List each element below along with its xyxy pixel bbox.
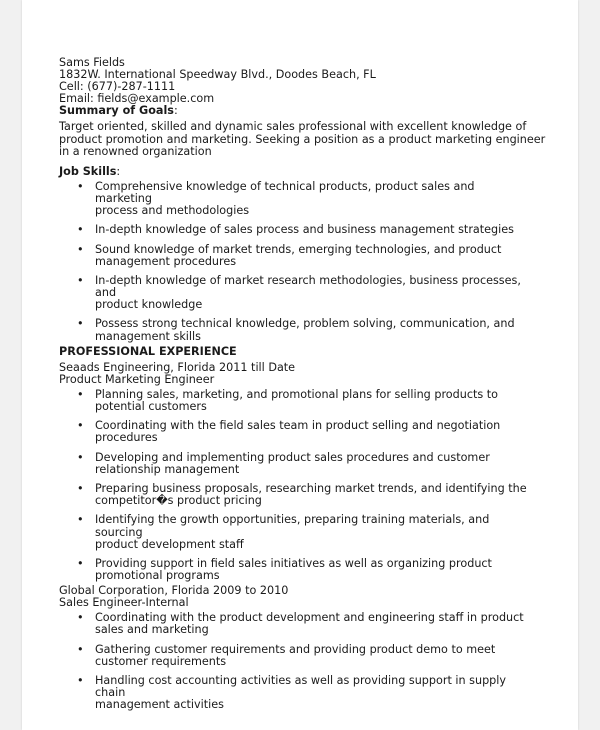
list-item bbox=[59, 644, 529, 668]
item-line: Planning sales, marketing, and promotional plans for selling products to bbox=[95, 387, 498, 401]
item-line: relationship management bbox=[95, 462, 240, 476]
list-item bbox=[59, 318, 529, 342]
contact-name: Sams Fields bbox=[59, 56, 125, 69]
bullet-icon: • bbox=[77, 674, 84, 687]
item-line: management skills bbox=[95, 329, 201, 343]
summary-line: Target oriented, skilled and dynamic sales professional with excellent knowledge of bbox=[59, 120, 527, 134]
job1-duties-list bbox=[59, 389, 529, 582]
bullet-icon: • bbox=[77, 513, 84, 527]
list-item bbox=[59, 224, 529, 236]
list-item bbox=[59, 483, 529, 507]
bullet-icon: • bbox=[77, 242, 84, 256]
bullet-icon: • bbox=[77, 642, 84, 656]
contact-email: Email: fields@example.com bbox=[59, 92, 215, 106]
bullet-icon: • bbox=[77, 611, 84, 625]
item-line: Handling cost accounting activities as well as providing support in supply chain bbox=[95, 674, 506, 700]
bullet-icon: • bbox=[77, 387, 84, 401]
item-line: management activities bbox=[95, 698, 224, 712]
list-item bbox=[59, 514, 529, 550]
list-item bbox=[59, 181, 529, 217]
skills-list bbox=[59, 181, 529, 343]
item-line: Gathering customer requirements and providing product demo to meet bbox=[95, 642, 496, 656]
summary-heading-line bbox=[59, 105, 529, 117]
item-line: Sound knowledge of market trends, emerging technologies, and product bbox=[95, 242, 502, 256]
item-line: potential customers bbox=[95, 400, 207, 413]
item-line: management procedures bbox=[95, 254, 237, 268]
job-title: Sales Engineer-Internal bbox=[59, 596, 189, 610]
item-line: Developing and implementing product sales procedures and customer bbox=[95, 450, 490, 464]
list-item bbox=[59, 389, 529, 413]
job-company: Seaads Engineering, Florida 2011 till Date bbox=[59, 360, 296, 374]
item-line: process and methodologies bbox=[95, 204, 250, 218]
document-page bbox=[22, 0, 578, 730]
item-line: procedures bbox=[95, 431, 158, 445]
item-line: sales and marketing bbox=[95, 623, 209, 637]
contact-address: 1832W. International Speedway Blvd., Doodes Beach, FL bbox=[59, 68, 376, 82]
bullet-icon: • bbox=[77, 317, 84, 331]
list-item bbox=[59, 675, 529, 711]
bullet-icon: • bbox=[77, 223, 84, 237]
item-line: Possess strong technical knowledge, problem solving, communication, and bbox=[95, 317, 515, 331]
item-line: promotional programs bbox=[95, 568, 220, 582]
list-item bbox=[59, 275, 529, 311]
resume-content bbox=[59, 56, 546, 714]
summary-line: in a renowned organization bbox=[59, 144, 212, 158]
summary-heading: Summary of Goals bbox=[59, 104, 174, 118]
job-company: Global Corporation, Florida 2009 to 2010 bbox=[59, 584, 289, 598]
bullet-icon: • bbox=[77, 179, 84, 193]
list-item bbox=[59, 452, 529, 476]
summary-colon: : bbox=[173, 104, 178, 118]
bullet-icon: • bbox=[77, 450, 84, 464]
item-line: customer requirements bbox=[95, 654, 227, 668]
summary-line: product promotion and marketing. Seeking a position as a product marketing engineer bbox=[59, 132, 546, 146]
bullet-icon: • bbox=[77, 273, 84, 287]
job2-duties-list bbox=[59, 612, 529, 711]
list-item bbox=[59, 612, 529, 636]
experience-heading: PROFESSIONAL EXPERIENCE bbox=[59, 344, 237, 358]
item-line: Providing support in field sales initiatives as well as organizing product bbox=[95, 556, 492, 570]
item-line: In-depth knowledge of market research methodologies, business processes, and bbox=[95, 273, 521, 300]
item-line: product knowledge bbox=[95, 298, 203, 312]
list-item bbox=[59, 420, 529, 444]
item-line: In-depth knowledge of sales process and business management strategies bbox=[95, 223, 514, 237]
skills-heading: Job Skills bbox=[59, 164, 117, 178]
item-line: Coordinating with the field sales team in product selling and negotiation bbox=[95, 419, 501, 433]
skills-heading-line bbox=[59, 166, 529, 178]
bullet-icon: • bbox=[77, 482, 84, 496]
skills-colon: : bbox=[116, 164, 121, 178]
item-line: product development staff bbox=[95, 537, 244, 551]
bullet-icon: • bbox=[77, 419, 84, 433]
item-line: Comprehensive knowledge of technical products, product sales and marketing bbox=[95, 179, 475, 205]
item-line: Preparing business proposals, researching market trends, and identifying the bbox=[95, 482, 527, 496]
item-line: Identifying the growth opportunities, preparing training materials, and sourcing bbox=[95, 513, 490, 539]
bullet-icon: • bbox=[77, 556, 84, 570]
item-line: competitor�s product pricing bbox=[95, 494, 262, 508]
list-item bbox=[59, 244, 529, 268]
item-line: Coordinating with the product development and engineering staff in product bbox=[95, 611, 524, 625]
job-title: Product Marketing Engineer bbox=[59, 372, 215, 386]
list-item bbox=[59, 558, 529, 582]
contact-cell: Cell: (677)-287-1111 bbox=[59, 80, 176, 94]
